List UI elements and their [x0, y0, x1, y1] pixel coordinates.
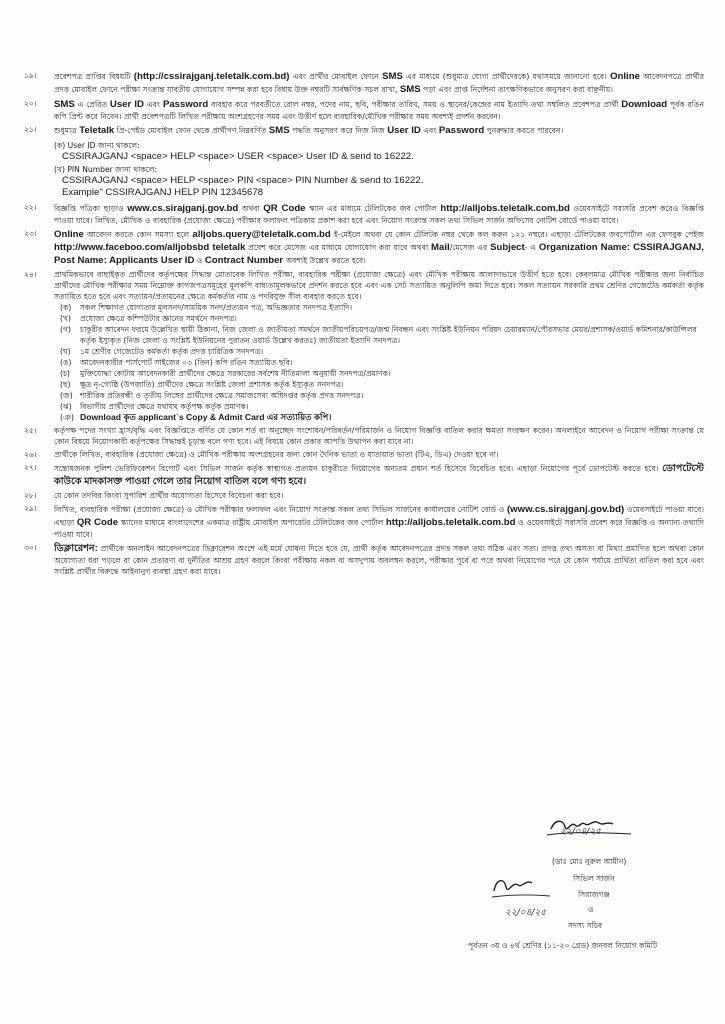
- text-segment: এ প্রেরিত: [74, 100, 110, 109]
- clause-number: ২৮।: [24, 490, 37, 500]
- emphasized-text: (http://cssirajganj.teletalk.com.bd): [133, 71, 290, 82]
- document-text: চাকুরীর আবেদন ফরমে উল্লেখিত স্থায়ী ঠিকানা, নিজ জেলা ও জাতীয়তা সমর্থনে জাতীয়পরিচয়পত্র/জন্ম নিবন্ধন এবং সংশ্লিষ্ট ইউনিয়ন পরিষদ চেয়ারম্যান/পৌরসভার মেয়র/প্রশাসক/ওয়ার্ড কমিশনার/কাউন্সিলর কর্তৃক ইস্যুকৃত (নিজ জেলা ও সংশ্লিষ্ট ইউনিয়নের পুরাতন ওয়ার্ড উল্লেখ করতঃ) জাতীয়তা ইত্যাদি সনদপত্র।: [80, 324, 697, 345]
- recovery-user-label: (ক) User ID জানা থাকলে:: [54, 141, 140, 150]
- emphasized-text: ডিক্লারেশন:: [54, 542, 98, 554]
- document-text: সকল শিক্ষাগত যোগ্যতার মূলসনদ/সাময়িক সনদ/প্রত্যয়ন পত্র, অভিজ্ঞতার সনদপত্র ইত্যাদি।: [80, 302, 353, 312]
- text-segment: ই-মেইলে অথবা যে কোন টেলিটক নম্বর থেকে কল করুন ১২১ নম্বরে। এছাড়া টেলিটকের জবপোর্টাল এর ফেসবুক পেইজ: [330, 229, 704, 239]
- emphasized-text: Password: [162, 99, 209, 110]
- text-segment: পুনরুদ্ধার করতে পারবেন।: [484, 126, 564, 135]
- document-item: [60, 379, 704, 390]
- text-segment: ও: [194, 255, 205, 265]
- clause-number: ২৩।: [24, 228, 37, 238]
- conjunction: ও: [588, 905, 594, 914]
- text-segment: লিখিত, ব্যবহারিক পরীক্ষা (প্রযোজ্য ক্ষেত্রে) ও মৌখিক পরীক্ষার ফলাফল এবং নিয়োগ সংক্রান্ত সকল তথ্য সিভিল সার্জনের কার্যালয়ের নোটিশ বোর্ড ও: [54, 504, 507, 514]
- emphasized-text: QR Code: [76, 516, 119, 528]
- document-letter: (চ): [60, 368, 71, 378]
- document-letter: (গ): [60, 324, 71, 334]
- emphasized-text: http://www.faceboo.com/alljobsbd teletalk: [54, 241, 246, 253]
- text-segment: অবশ্যই উল্লেখ করতে হবে।: [283, 255, 366, 265]
- emphasized-text: SMS: [399, 84, 421, 95]
- document-item: [60, 346, 704, 357]
- clause-text: [54, 449, 704, 460]
- clause-text: [54, 70, 704, 96]
- clause-22: [24, 202, 704, 226]
- emphasized-text: Download: [621, 99, 668, 110]
- text-segment: স্ক্যান এর মাধ্যমে টেলিটকের জব পোর্টাল: [305, 203, 441, 213]
- document-item: [60, 401, 704, 412]
- emphasized-text: Organization Name: CSSIRAJGANJ, Post Name: Applicants User ID: [54, 241, 704, 266]
- clause-number: ২৪।: [24, 269, 37, 279]
- emphasized-text: Online: [610, 71, 640, 82]
- recovery-pin-label: (খ) PIN Number জানা থাকলে:: [54, 164, 158, 174]
- signatory-name: (ডাঃ মোঃ নুরুল আমীন): [552, 857, 627, 866]
- document-letter: (ঝ): [60, 401, 72, 411]
- document-item: [60, 357, 704, 368]
- recovery-example: Example" CSSIRAJGANJ HELP PIN 12345678: [62, 187, 264, 198]
- clause-number: ২০।: [24, 99, 37, 108]
- clause-26: [24, 449, 704, 460]
- document-letter: (ছ): [60, 379, 71, 389]
- document-text: আবেদনকারীর পার্সপোর্ট সাইজের ০৩ (তিন) কপি রঙিন সত্যায়িত ছবি।: [80, 357, 293, 367]
- emphasized-text: Online: [54, 228, 84, 240]
- clause-25: [24, 425, 704, 447]
- emphasized-text: Contract Number: [204, 254, 284, 266]
- document-item: [60, 313, 704, 324]
- text-segment: অথবা: [238, 203, 264, 213]
- document-item: [60, 324, 704, 346]
- document-item: [60, 390, 704, 401]
- clause-number: ২৬।: [24, 449, 37, 459]
- text-segment: কর্তৃপক্ষ পদের সংখ্যা হ্রাস/বৃদ্ধি এবং বিজ্ঞপ্তিতে বর্ণিত যে কোন শর্ত বা অনুচ্ছেদ সংশোধন/পরিবর্তন/পরিমার্জন ও নিয়োগ বিজ্ঞপ্তি বাতিল করার ক্ষমতা সংরক্ষণ করেন। অনলাইনে আবেদন ও নিয়োগ পরীক্ষা সংক্রান্ত যে কোন বিষয়ে নিয়োগকারী কর্তৃপক্ষের সিদ্ধান্তই চূড়ান্ত বলে গণ্য হবে। এই বিষয়ে কোন প্রকার আপত্তি উত্থাপন করা যাবে না।: [54, 425, 704, 446]
- clause-text: [54, 124, 704, 137]
- document-text: প্রযোজ্য ক্ষেত্রে কম্পিউটার জ্ঞানের সমর্থনে সনদপত্র।: [80, 313, 237, 323]
- clause-number: ২৫।: [24, 425, 37, 435]
- clause-text: [54, 269, 704, 302]
- document-text: শারীরিক প্রতিবন্ধী ও তৃতীয় লিঙ্গের প্রার্থীদের ক্ষেত্রে সমাজসেবা অধিদপ্তর কর্তৃক প্রদত্ত সনদপত্র।: [80, 390, 364, 400]
- clause-24: [24, 269, 704, 423]
- emphasized-text: Teletalk: [79, 125, 115, 136]
- text-segment: শুধুমাত্র: [54, 126, 80, 135]
- text-segment: ওয়েবসাইটে পাওয়া যাবে। এছাড়া: [54, 504, 704, 527]
- text-segment: আবেদনপত্রে প্রার্থীর প্রদত্ত মোবাইল ফোনে পরীক্ষা সংক্রান্ত যাবতীয় যোগাযোগ সম্পন্ন করা হবে বিধায় উক্ত নম্বরটি সার্বক্ষণিক সচল রাখা,: [54, 72, 705, 94]
- clause-20: [24, 98, 704, 122]
- emphasized-text: Mail: [431, 241, 450, 253]
- clause-text: [54, 490, 704, 501]
- emphasized-text: alljobs.query@teletalk.com.bd: [192, 228, 331, 240]
- text-segment: পড়া এবং প্রাপ্ত নির্দেশনা তাৎক্ষণিকভাবে অনুসরণ করা বাঞ্ছনীয়।: [420, 85, 613, 94]
- emphasized-text: SMS: [268, 125, 290, 136]
- clause-body: [54, 269, 704, 423]
- clause-number: ২১।: [24, 125, 37, 134]
- clause-text: [54, 542, 704, 577]
- notice-content: [24, 70, 704, 579]
- text-segment: - এ: [524, 242, 539, 252]
- text-segment: প্রবেশপত্র প্রাপ্তির বিষয়টি: [54, 72, 134, 81]
- document-letter: (ঙ): [60, 357, 72, 367]
- signature-date: ২২/০৪/২৫: [560, 827, 602, 837]
- text-segment: পূর্বক রঙিন কপি প্রিন্ট করে নিবেন। প্রার্থী প্রবেশপত্রটি লিখিত পরীক্ষায় অংশগ্রহণের সময় এবং উত্তীর্ণ হলে ব্যবহারিক/মৌখিক পরীক্ষার সময় অবশ্যই প্রদর্শন করবেন।: [54, 100, 704, 121]
- text-segment: ও ওয়েবসাইটে সরাসরি প্রবেশ করে বিজ্ঞপ্তি ও অন্যান্য তথ্যাদি পাওয়া যাবে।: [54, 517, 704, 539]
- text-segment: ব্যবহার করে পরবর্তীতে রোল নম্বর, পদের নাম, ছবি, পরীক্ষার তারিখ, সময় ও স্থানের/কেন্দ্রের নাম ইত্যাদি তথ্য সম্বলিত প্রবেশপত্র প্রার্থী: [208, 100, 622, 109]
- clause-text: [54, 462, 704, 488]
- clause-number: ২২।: [24, 202, 37, 212]
- clause-28: [24, 490, 704, 501]
- clause-number: ২৯।: [24, 503, 37, 513]
- emphasized-text: http://alljobs.teletalk.com.bd: [440, 202, 570, 214]
- member-secretary-title: সদস্য সচিব: [568, 921, 603, 930]
- recovery-pin-command: CSSIRAJGANJ <space> HELP <space> PIN <space> PIN Number & send to 16222.: [62, 174, 424, 186]
- clause-text: [54, 425, 704, 447]
- clause-text: [54, 202, 704, 226]
- emphasized-text: User ID: [109, 99, 144, 110]
- clause-body: [54, 124, 704, 200]
- recovery-user-command: CSSIRAJGANJ <space> HELP <space> USER <space> User ID & send to 16222.: [62, 151, 414, 162]
- text-segment: এর মাধ্যমে (শুধুমাত্র যোগ্য প্রার্থীদেরকে) যথাসময়ে জানানো হবে।: [402, 72, 611, 81]
- document-text: Download কৃত applicant`s Copy & Admit Card এর সত্যায়িত কপি।: [80, 411, 332, 422]
- clause-23: [24, 228, 704, 267]
- text-segment: প্রার্থীকে লিখিত, ব্যবহারিক (প্রযোজ্য ক্ষেত্রে) ও মৌখিক পরীক্ষায় অংশগ্রহনের জন্য কোন দৈনিক ভাতা ও যাতায়াত ভাতা (টিএ, ডিএ) দেওয়া হবে না।: [54, 449, 499, 459]
- text-segment: সন্তোষজনক পুলিশ ভেরিফিকেশন রিপোর্ট এবং সিভিল সার্জন কর্তৃক স্বাস্থ্যগত প্রত্যয়ন চাকুরীতে নিয়োগের অন্যতম প্রধান শর্ত হিসেবে বিবেচিত হবে। এছাড়া নিয়োগের পূর্বে ডোপটেস্ট করতে হবে।: [54, 463, 663, 473]
- clause-text: [54, 503, 704, 540]
- emphasized-text: www.cs.sirajganj.gov.bd: [127, 202, 239, 214]
- clause-text: [54, 98, 704, 122]
- signature-date: ২২/০৪/২৫: [505, 908, 547, 918]
- clause-30: [24, 542, 704, 577]
- document-item: [60, 368, 704, 379]
- emphasized-text: Subject: [490, 241, 525, 253]
- document-text: মুক্তিযোদ্ধা কোটায় আবেদনকারী প্রার্থীদের ক্ষেত্রে সরকারের সর্বশেষ নীতিমালা অনুযায়ী সনদপত্র/প্রমাণক।: [80, 368, 391, 378]
- clause-29: [24, 503, 704, 540]
- document-letter: (খ): [60, 313, 71, 323]
- document-item: [60, 412, 704, 423]
- emphasized-text: http://alljobs.teletalk.com.bd: [385, 516, 516, 528]
- text-segment: যে কোন তদবির কিংবা সুপারিশ প্রার্থীর অযোগ্যতা হিসেবে বিবেচনা করা হবে।: [54, 490, 284, 500]
- emphasized-text: QR Code: [263, 202, 306, 214]
- signatory-designation: সিভিল সার্জন: [573, 874, 615, 883]
- text-segment: আবেদন করতে কোন সমস্যা হলে: [83, 229, 193, 239]
- text-segment: এবং প্রার্থীর মোবাইল ফোনে: [289, 72, 383, 81]
- text-segment: /মেসেজ এর: [449, 242, 491, 252]
- text-segment: বিজ্ঞপ্তি পত্রিকা ছাড়াও: [54, 203, 128, 213]
- committee-name: পূর্বতন ৩য় ও ৪র্থ শ্রেণির (১১-২০ গ্রেড) জনবল নিয়োগ কমিটি: [468, 941, 658, 950]
- text-segment: প্রার্থীকে অনলাইন আবেদনপত্রের ডিক্লারেশন অংশে এই মর্মে ঘোষনা দিতে হবে যে, প্রার্থী কর্তৃক আবেদনপত্রের প্রদত্ত সকল তথ্য সঠিক এবং সত্য। প্রদত্ত তথ্য অসত্য বা মিথ্যা প্রমাণিত হলে অথবা কোন অযোগ্যতা ধরা পড়লে বা কোন প্রতারণা বা দুর্নীতির আশ্রয় গ্রহণ করলে কিংবা পরীক্ষায় নকল বা অসদুপায় অবলম্বন করলে, পরীক্ষার পূর্বে বা পরে অথবা নিয়োগের পরে যে কোন পর্যায়ে প্রার্থিতা বাতিল করা হবে এবং সংশ্লিষ্ট প্রার্থীর বিরুদ্ধে আইনানুগ ব্যবস্থা গ্রহণ করা যাবে।: [54, 543, 704, 576]
- text-segment: ওয়েবসাইটে সরাসরি প্রবেশ করেও বিজ্ঞপ্তি পাওয়া যাবে। লিখিত, মৌখিক ও ব্যবহারিক (প্রযোজ্য ক্ষেত্রে) পরীক্ষার ফলাফল পত্রিকায় প্রকাশ করা হবে এবং নিয়োগ সংক্রান্ত সকল তথ্য সিভিল সার্জন অফিসের নোটিশ বোর্ডে পাওয়া যাবে।: [54, 203, 704, 225]
- document-letter: (ক): [60, 302, 72, 312]
- signatory-place: সিরাজগঞ্জ: [578, 890, 610, 899]
- document-text: ১ম শ্রেণীর গেজেটেড কর্মকর্তা কর্তৃক প্রদত্ত চারিত্রিক সনদপত্র।: [80, 346, 264, 356]
- text-segment: পদ্ধতি অনুসরণ করে নিজ নিজ: [289, 126, 388, 135]
- text-segment: এবং: [420, 126, 439, 135]
- clause-number: ১৯।: [24, 71, 37, 80]
- text-segment: প্রবেশ করে মেসেজ এর মাধ্যমে যোগাযোগ করা যাবে অথবা: [245, 242, 432, 252]
- emphasized-text: ডোপটেস্টে কাউকে মাদকাসক্ত পাওয়া গেলে তার নিয়োগ বাতিল বলে গণ্য হবে।: [54, 462, 704, 487]
- text-segment: প্রাথমিকভাবে বাছাইকৃত প্রার্থীদের কর্তৃপক্ষের সিদ্ধান্ত মোতাবেক লিখিত পরীক্ষা, ব্যবহারিক পরীক্ষা (প্রযোজ্য ক্ষেত্রে) এবং মৌখিক পরীক্ষায় আলাদাভাবে উত্তীর্ণ হতে হবে। কেবলমাত্র মৌখিক পরীক্ষার জন্য নির্বাচিত প্রার্থীদের মৌখিক পরীক্ষার সময় নিম্নোক্ত কাগজপত্রসমূহের মূলকপি বাধ্যতামূলকভাবে প্রদর্শন করতে হবে এবং এক সেট সত্যায়িত অনুলিপি জমা দিতে হবে। সকল সত্যায়ন সরকারি প্রথম শ্রেণির গেজেটেড কর্মকর্তা কর্তৃক সত্যায়িত হতে হবে এবং সত্যায়ন/প্রত্যয়নের ক্ষেত্রে কর্মকর্তার নাম ও পদবিযুক্ত সীল ব্যবহার করতে হবে।: [54, 269, 704, 301]
- text-segment: প্রি-পেইড মোবাইল ফোন থেকে প্রার্থীগণ নিম্নবর্ণিত: [114, 126, 269, 135]
- document-text: ক্ষুদ্র নৃ-গোষ্ঠি (উপজাতি) প্রার্থীদের ক্ষেত্রে সংশ্লিষ্ট জেলা প্রশাসক কর্তৃক ইস্যুকৃত সনদপত্র।: [80, 379, 344, 389]
- emphasized-text: SMS: [54, 99, 75, 110]
- text-segment: এবং: [143, 100, 163, 109]
- clause-number: ৩০।: [24, 542, 37, 552]
- emphasized-text: SMS: [382, 71, 403, 82]
- document-item: [60, 302, 704, 313]
- clause-number: ২৭।: [24, 462, 37, 472]
- document-letter: (জ): [60, 390, 73, 400]
- clause-text: [54, 228, 704, 267]
- document-letter: (ঞ): [60, 412, 74, 422]
- document-letter: (ঘ): [60, 346, 71, 356]
- document-list: [54, 302, 704, 423]
- clause-19: [24, 70, 704, 96]
- emphasized-text: User ID: [387, 125, 421, 136]
- clause-21: [24, 124, 704, 200]
- document-text: বিভাগীয় প্রার্থীদের ক্ষেত্রে যথাযথ কর্তৃপক্ষ কর্তৃক প্রমাণক।: [80, 401, 249, 411]
- emphasized-text: Password: [438, 125, 485, 136]
- text-segment: স্ক্যানের মাধ্যমে বাংলাদেশের একমাত্র রাষ্ট্রীয় মোবাইল অপারেটর টেলিটকের জব পোর্টাল: [118, 517, 386, 527]
- clause-27: [24, 462, 704, 488]
- emphasized-text: (www.cs.sirajganj.gov.bd): [506, 503, 625, 515]
